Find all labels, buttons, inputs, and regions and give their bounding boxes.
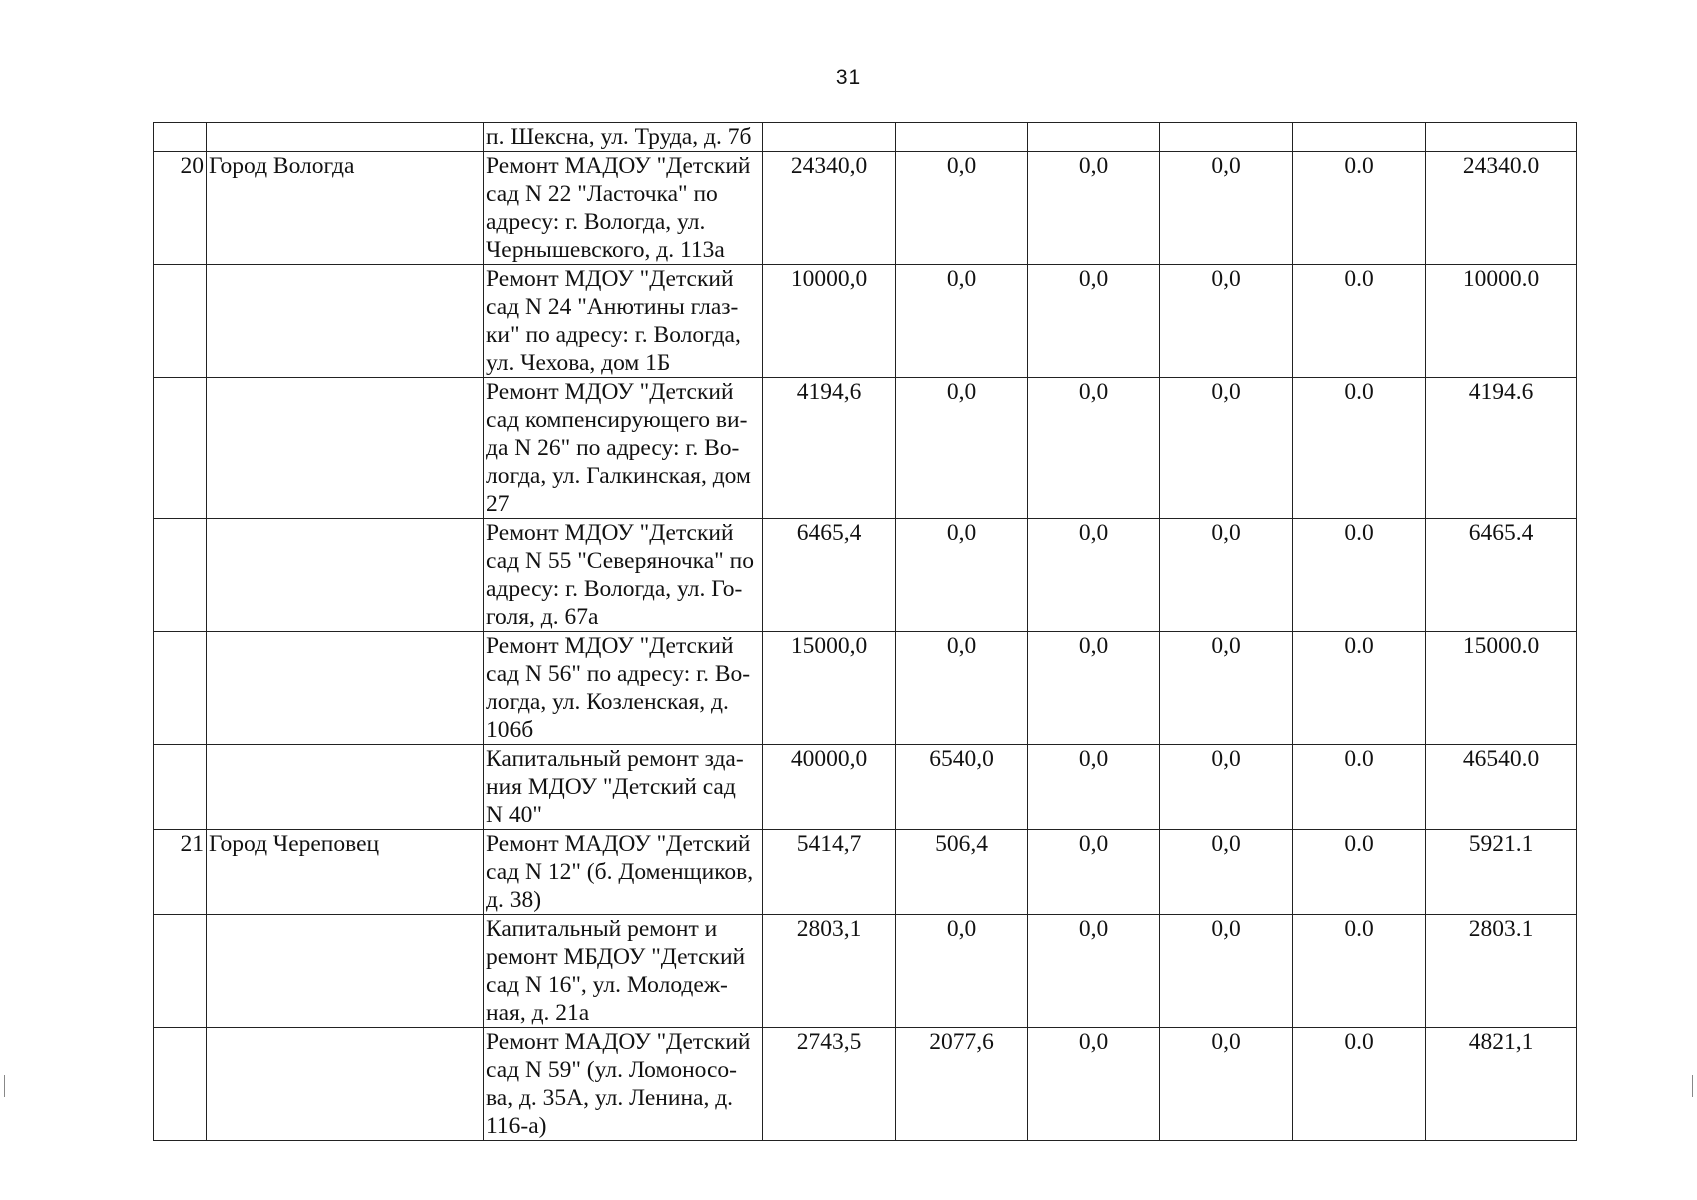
- value-cell-1: 2803,1: [763, 915, 896, 1028]
- value-cell-3: 0,0: [1028, 1028, 1160, 1141]
- description-cell: п. Шексна, ул. Труда, д. 7б: [484, 123, 763, 152]
- municipality-cell: [207, 632, 484, 745]
- value-cell-1: 6465,4: [763, 519, 896, 632]
- table-row: [154, 915, 1577, 1028]
- value-cell-2: 0,0: [896, 519, 1028, 632]
- value-cell-3: 0,0: [1028, 152, 1160, 265]
- municipality-cell: [207, 915, 484, 1028]
- value-cell-5: 0.0: [1293, 915, 1426, 1028]
- scan-mark-right: [1692, 1075, 1693, 1097]
- scan-mark-left: [4, 1075, 5, 1097]
- municipality-cell: Город Череповец: [207, 830, 484, 915]
- value-cell-4: 0,0: [1160, 915, 1293, 1028]
- municipality-cell: [207, 123, 484, 152]
- value-cell-3: 0,0: [1028, 378, 1160, 519]
- row-number: [154, 123, 207, 152]
- table-row: [154, 745, 1577, 830]
- value-cell-3: 0,0: [1028, 265, 1160, 378]
- total-cell: 46540.0: [1426, 745, 1577, 830]
- description-cell: Ремонт МДОУ "Детский сад компенсирующего ви- да N 26" по адресу: г. Во- логда, ул. Галкинская, дом 27: [484, 378, 763, 519]
- description-cell: Ремонт МДОУ "Детский сад N 56" по адресу: г. Во- логда, ул. Козленская, д. 106б: [484, 632, 763, 745]
- value-cell-2: 2077,6: [896, 1028, 1028, 1141]
- value-cell-1: 10000,0: [763, 265, 896, 378]
- description-cell: Ремонт МАДОУ "Детский сад N 22 "Ласточка" по адресу: г. Вологда, ул. Чернышевского, д. 113а: [484, 152, 763, 265]
- row-number: 20: [154, 152, 207, 265]
- total-cell: 4194.6: [1426, 378, 1577, 519]
- table-row: [154, 830, 1577, 915]
- total-cell: [1426, 123, 1577, 152]
- value-cell-2: 0,0: [896, 265, 1028, 378]
- total-cell: 4821,1: [1426, 1028, 1577, 1141]
- value-cell-5: 0.0: [1293, 830, 1426, 915]
- value-cell-4: 0,0: [1160, 152, 1293, 265]
- value-cell-3: 0,0: [1028, 830, 1160, 915]
- value-cell-1: 4194,6: [763, 378, 896, 519]
- funding-table: [153, 122, 1577, 1141]
- value-cell-1: 2743,5: [763, 1028, 896, 1141]
- municipality-cell: Город Вологда: [207, 152, 484, 265]
- value-cell-5: 0.0: [1293, 519, 1426, 632]
- value-cell-4: 0,0: [1160, 1028, 1293, 1141]
- total-cell: 6465.4: [1426, 519, 1577, 632]
- table-row: [154, 265, 1577, 378]
- row-number: [154, 1028, 207, 1141]
- value-cell-2: 0,0: [896, 152, 1028, 265]
- value-cell-1: [763, 123, 896, 152]
- row-number: [154, 519, 207, 632]
- value-cell-5: 0.0: [1293, 378, 1426, 519]
- municipality-cell: [207, 265, 484, 378]
- value-cell-4: [1160, 123, 1293, 152]
- description-cell: Ремонт МДОУ "Детский сад N 24 "Анютины глаз- ки" по адресу: г. Вологда, ул. Чехова, дом 1Б: [484, 265, 763, 378]
- value-cell-2: [896, 123, 1028, 152]
- value-cell-5: 0.0: [1293, 265, 1426, 378]
- row-number: [154, 632, 207, 745]
- value-cell-4: 0,0: [1160, 265, 1293, 378]
- table-row: [154, 378, 1577, 519]
- value-cell-5: [1293, 123, 1426, 152]
- total-cell: 5921.1: [1426, 830, 1577, 915]
- row-number: [154, 915, 207, 1028]
- table-row: [154, 1028, 1577, 1141]
- value-cell-5: 0.0: [1293, 152, 1426, 265]
- value-cell-3: 0,0: [1028, 632, 1160, 745]
- description-cell: Капитальный ремонт и ремонт МБДОУ "Детский сад N 16", ул. Молодеж- ная, д. 21а: [484, 915, 763, 1028]
- table-row: [154, 519, 1577, 632]
- municipality-cell: [207, 745, 484, 830]
- value-cell-4: 0,0: [1160, 830, 1293, 915]
- value-cell-4: 0,0: [1160, 519, 1293, 632]
- description-cell: Ремонт МДОУ "Детский сад N 55 "Северяночка" по адресу: г. Вологда, ул. Го- голя, д. 67а: [484, 519, 763, 632]
- value-cell-1: 40000,0: [763, 745, 896, 830]
- total-cell: 24340.0: [1426, 152, 1577, 265]
- value-cell-5: 0.0: [1293, 745, 1426, 830]
- value-cell-2: 506,4: [896, 830, 1028, 915]
- value-cell-5: 0.0: [1293, 632, 1426, 745]
- municipality-cell: [207, 519, 484, 632]
- description-cell: Ремонт МАДОУ "Детский сад N 12" (б. Доменщиков, д. 38): [484, 830, 763, 915]
- value-cell-2: 0,0: [896, 378, 1028, 519]
- description-cell: Капитальный ремонт зда- ния МДОУ "Детский сад N 40": [484, 745, 763, 830]
- row-number: [154, 378, 207, 519]
- value-cell-4: 0,0: [1160, 378, 1293, 519]
- total-cell: 10000.0: [1426, 265, 1577, 378]
- value-cell-5: 0.0: [1293, 1028, 1426, 1141]
- municipality-cell: [207, 378, 484, 519]
- value-cell-3: 0,0: [1028, 745, 1160, 830]
- value-cell-2: 0,0: [896, 632, 1028, 745]
- value-cell-3: 0,0: [1028, 915, 1160, 1028]
- value-cell-2: 6540,0: [896, 745, 1028, 830]
- value-cell-1: 5414,7: [763, 830, 896, 915]
- row-number: 21: [154, 830, 207, 915]
- value-cell-4: 0,0: [1160, 745, 1293, 830]
- municipality-cell: [207, 1028, 484, 1141]
- value-cell-2: 0,0: [896, 915, 1028, 1028]
- table-row: [154, 632, 1577, 745]
- value-cell-3: 0,0: [1028, 519, 1160, 632]
- description-cell: Ремонт МАДОУ "Детский сад N 59" (ул. Ломоносо- ва, д. 35А, ул. Ленина, д. 116-а): [484, 1028, 763, 1141]
- table-row: [154, 123, 1577, 152]
- table-row: [154, 152, 1577, 265]
- total-cell: 15000.0: [1426, 632, 1577, 745]
- value-cell-4: 0,0: [1160, 632, 1293, 745]
- value-cell-3: [1028, 123, 1160, 152]
- page-number: 31: [835, 66, 862, 89]
- total-cell: 2803.1: [1426, 915, 1577, 1028]
- row-number: [154, 265, 207, 378]
- row-number: [154, 745, 207, 830]
- value-cell-1: 24340,0: [763, 152, 896, 265]
- value-cell-1: 15000,0: [763, 632, 896, 745]
